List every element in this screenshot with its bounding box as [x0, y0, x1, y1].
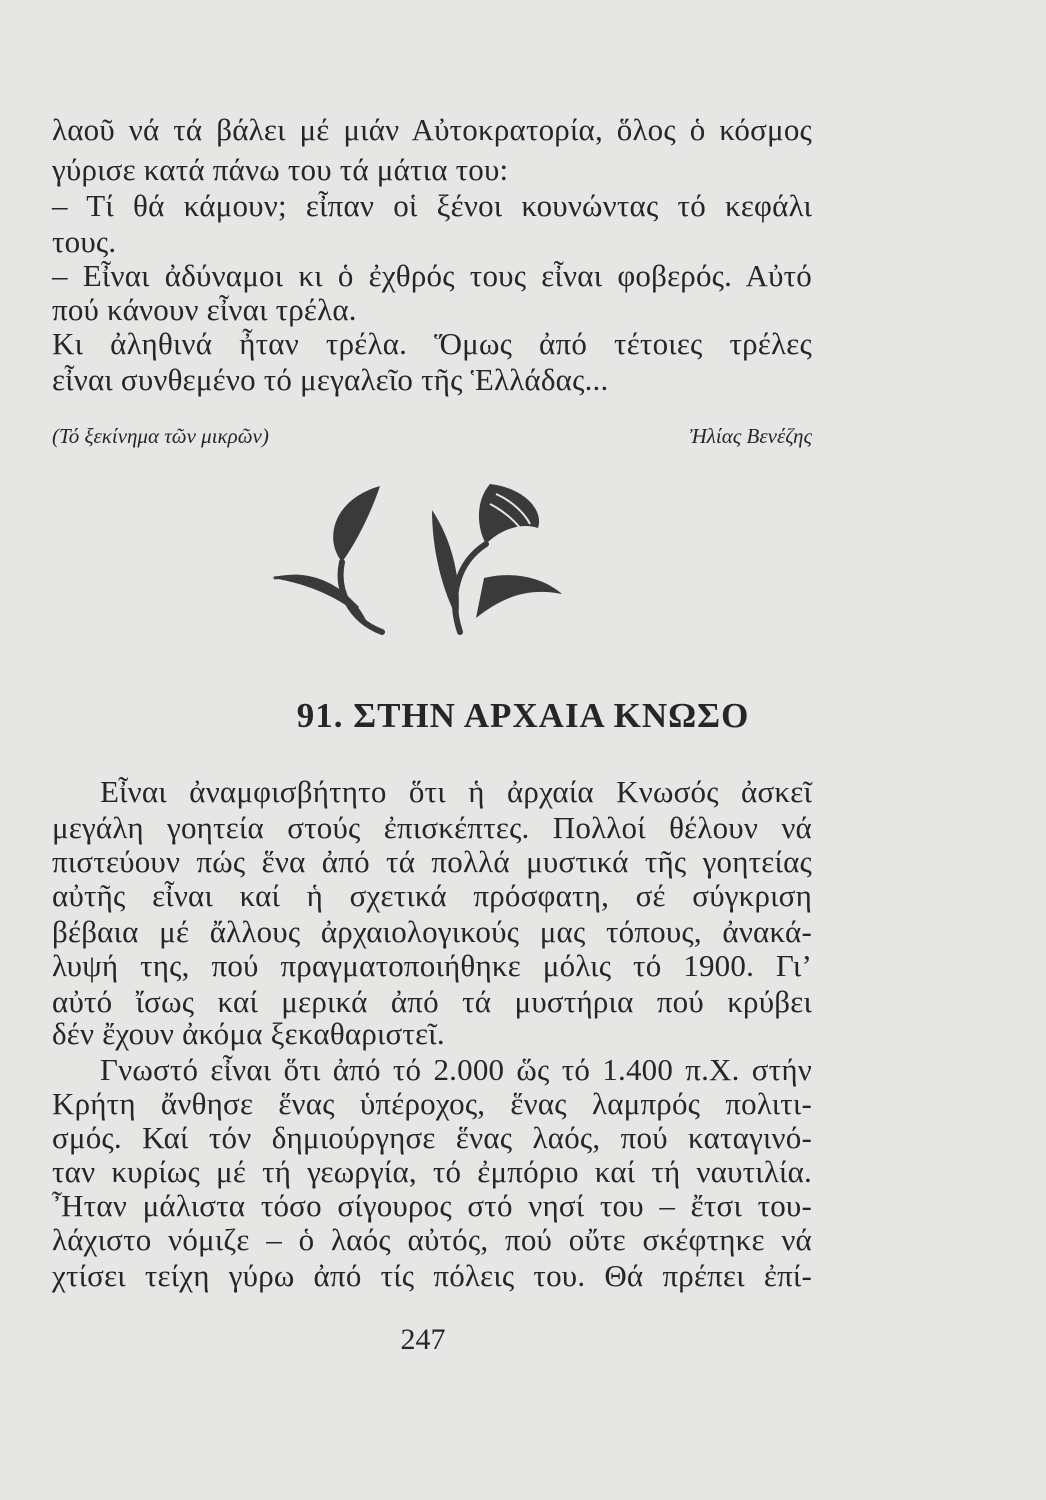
- text-line: πιστεύουν πώς ἕνα ἀπό τά πολλά μυστικά τῆς γοητείας: [52, 844, 812, 879]
- text-line: Εἶναι ἀναμφισβήτητο ὅτι ἡ ἀρχαία Κνωσός ἀσκεῖ: [100, 774, 812, 809]
- text-line: πού κάνουν εἶναι τρέλα.: [52, 292, 357, 327]
- text-line: σμός. Καί τόν δημιούργησε ἕνας λαός, πού καταγινό-: [52, 1120, 812, 1155]
- text-line: λάχιστο νόμιζε – ὁ λαός αὐτός, πού οὔτε σκέφτηκε νά: [52, 1222, 812, 1257]
- text-line: Ἦταν μάλιστα τόσο σίγουρος στό νησί του – ἔτσι του-: [52, 1188, 812, 1223]
- text-line: γύρισε κατά πάνω του τά μάτια του:: [52, 152, 509, 187]
- source-title: (Τό ξεκίνημα τῶν μικρῶν): [52, 424, 269, 448]
- text-line: λαοῦ νά τά βάλει μέ μιάν Αὐτοκρατορία, ὅλος ὁ κόσμος: [52, 112, 812, 147]
- text-line: λυψή της, πού πραγματοποιήθηκε μόλις τό 1900. Γι’: [52, 948, 812, 983]
- text-line: – Τί θά κάμουν; εἶπαν οἱ ξένοι κουνώντας τό κεφάλι: [52, 188, 812, 223]
- text-line: βέβαια μέ ἄλλους ἀρχαιολογικούς μας τόπους, ἀνακά-: [52, 914, 812, 949]
- source-credits: [52, 424, 812, 449]
- text-line: εἶναι συνθεμένο τό μεγαλεῖο τῆς Ἑλλάδας...: [52, 362, 609, 397]
- text-line: Κρήτη ἄνθησε ἕνας ὑπέροχος, ἕνας λαμπρός πολιτι-: [52, 1086, 812, 1121]
- text-line: χτίσει τείχη γύρω ἀπό τίς πόλεις του. Θά πρέπει ἐπί-: [52, 1258, 812, 1293]
- text-line: Κι ἀληθινά ἦταν τρέλα. Ὅμως ἀπό τέτοιες τρέλες: [52, 326, 812, 361]
- text-line: αὐτό ἴσως καί μερικά ἀπό τά μυστήρια πού κρύβει: [52, 984, 812, 1019]
- author-name: Ἠλίας Βενέζης: [689, 424, 812, 448]
- text-line: ταν κυρίως μέ τή γεωργία, τό ἐμπόριο καί τή ναυτιλία.: [52, 1154, 812, 1189]
- chapter-heading: 91. ΣΤΗΝ ΑΡΧΑΙΑ ΚΝΩΣΟ: [296, 696, 750, 735]
- text-line: αὐτῆς εἶναι καί ἡ σχετικά πρόσφατη, σέ σύγκριση: [52, 878, 812, 913]
- text-line: τους.: [52, 224, 117, 259]
- text-line: – Εἶναι ἀδύναμοι κι ὁ ἐχθρός τους εἶναι φοβερός. Αὐτό: [52, 258, 812, 293]
- text-line: μεγάλη γοητεία στούς ἐπισκέπτες. Πολλοί θέλουν νά: [52, 810, 812, 845]
- leaf-ornament-icon: [262, 470, 572, 640]
- text-line: δέν ἔχουν ἀκόμα ξεκαθαριστεῖ.: [52, 1016, 445, 1051]
- page-number: 247: [400, 1323, 446, 1356]
- text-line: Γνωστό εἶναι ὅτι ἀπό τό 2.000 ὥς τό 1.400 π.Χ. στήν: [100, 1052, 812, 1087]
